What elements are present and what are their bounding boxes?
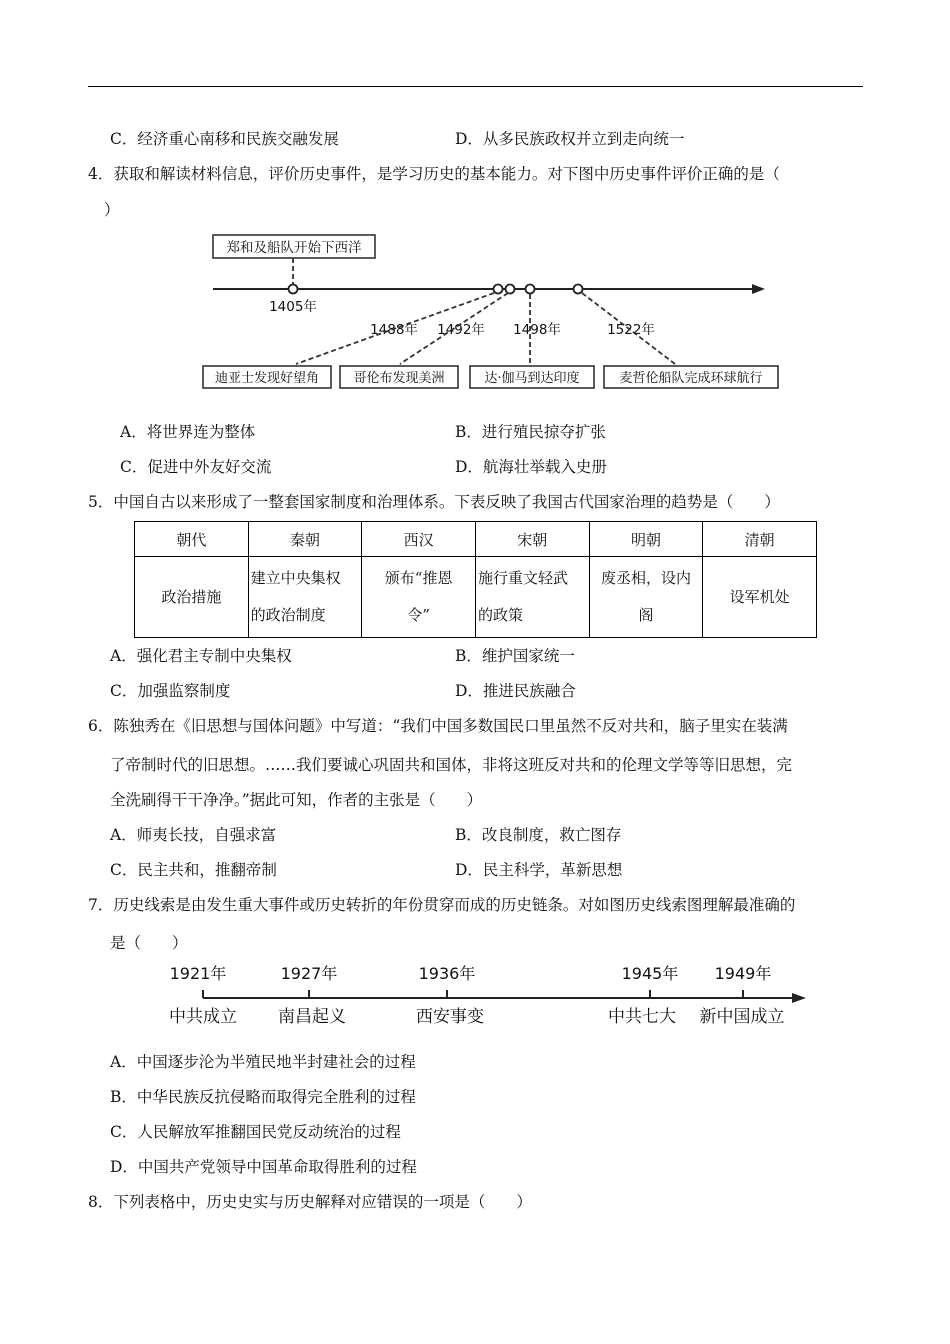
q4-point-1405 — [289, 285, 298, 294]
q5-cell-qing: 设军机处 — [703, 557, 817, 638]
q4-event-3: 达·伽马到达印度 — [484, 371, 580, 386]
q5-th-2: 西汉 — [362, 522, 476, 557]
q4-top-event: 郑和及船队开始下西洋 — [226, 240, 362, 256]
q7-year-1949: 1949年 — [714, 964, 772, 983]
q4-event-4: 麦哲伦船队完成环球航行 — [619, 371, 763, 386]
q7-year-1936: 1936年 — [418, 964, 476, 983]
q7-event-5: 新中国成立 — [699, 1007, 785, 1027]
q5-table — [134, 521, 817, 638]
q4-axis-arrow — [752, 284, 765, 294]
q5-option-d[interactable]: D．推进民族融合 — [455, 682, 576, 700]
q7-event-4: 中共七大 — [608, 1007, 676, 1027]
q4-point-1498 — [526, 285, 535, 294]
q4-point-1492 — [506, 285, 515, 294]
q4-stem-line2: ） — [104, 201, 120, 219]
q6-option-b[interactable]: B．改良制度，救亡图存 — [455, 826, 622, 844]
q4-option-c[interactable]: C．促进中外友好交流 — [120, 458, 272, 476]
q4-point-1488 — [494, 285, 503, 294]
q5-cell-qin: 建立中央集权 的政治制度 — [248, 557, 362, 638]
q3-option-c[interactable]: C．经济重心南移和民族交融发展 — [110, 130, 339, 148]
q7-year-1945: 1945年 — [621, 964, 679, 983]
q4-option-a[interactable]: A．将世界连为整体 — [120, 423, 256, 441]
q5-row-label: 政治措施 — [135, 557, 249, 638]
q7-event-2: 南昌起义 — [278, 1007, 346, 1027]
q7-timeline-diagram — [0, 955, 950, 1035]
q5-table-row — [135, 557, 817, 638]
q7-option-b[interactable]: B．中华民族反抗侵略而取得完全胜利的过程 — [110, 1088, 416, 1106]
q4-option-b[interactable]: B．进行殖民掠夺扩张 — [455, 423, 606, 441]
q5-stem: 5．中国自古以来形成了一整套国家制度和治理体系。下表反映了我国古代国家治理的趋势是（ ） — [88, 493, 780, 511]
q6-option-d[interactable]: D．民主科学，革新思想 — [455, 861, 623, 879]
q5-th-1: 秦朝 — [248, 522, 362, 557]
q6-stem-line1: 6．陈独秀在《旧思想与国体问题》中写道：“我们中国多数国民口里虽然不反对共和，脑子里实在装满 — [88, 717, 788, 735]
q6-option-c[interactable]: C．民主共和，推翻帝制 — [110, 861, 277, 879]
q6-option-a[interactable]: A．师夷长技，自强求富 — [110, 826, 277, 844]
q4-point-1522 — [574, 285, 583, 294]
q5-option-b[interactable]: B．维护国家统一 — [455, 647, 575, 665]
q7-event-3: 西安事变 — [416, 1007, 484, 1027]
q5-option-c[interactable]: C．加强监察制度 — [110, 682, 231, 700]
q5-th-5: 清朝 — [703, 522, 817, 557]
q4-year-1: 1488年 — [370, 322, 418, 338]
q7-year-1927: 1927年 — [280, 964, 338, 983]
q4-option-d[interactable]: D．航海壮举载入史册 — [455, 458, 607, 476]
q7-option-a[interactable]: A．中国逐步沦为半殖民地半封建社会的过程 — [110, 1053, 416, 1071]
q4-event-1: 迪亚士发现好望角 — [214, 371, 320, 386]
q4-year-3: 1498年 — [513, 322, 561, 338]
q4-stem-line1: 4．获取和解读材料信息，评价历史事件，是学习历史的基本能力。对下图中历史事件评价正确的是（ — [88, 165, 780, 183]
q7-option-d[interactable]: D．中国共产党领导中国革命取得胜利的过程 — [110, 1158, 417, 1176]
q5-table-header-row — [135, 522, 817, 557]
q7-option-c[interactable]: C．人民解放军推翻国民党反动统治的过程 — [110, 1123, 401, 1141]
q7-stem-line2: 是（ ） — [110, 934, 188, 952]
q8-stem: 8．下列表格中，历史史实与历史解释对应错误的一项是（ ） — [88, 1193, 532, 1211]
q6-stem-line2: 了帝制时代的旧思想。……我们要诚心巩固共和国体，非将这班反对共和的伦理文学等等旧思想，完 — [110, 756, 793, 774]
q5-option-a[interactable]: A．强化君主专制中央集权 — [110, 647, 292, 665]
q5-th-3: 宋朝 — [475, 522, 589, 557]
q3-option-d[interactable]: D．从多民族政权并立到走向统一 — [455, 130, 685, 148]
q6-stem-line3: 全洗刷得干干净净。”据此可知，作者的主张是（ ） — [110, 791, 483, 809]
q5-cell-ming: 废丞相，设内 阁 — [589, 557, 703, 638]
q4-timeline-diagram — [0, 0, 950, 400]
q4-top-year: 1405年 — [269, 299, 317, 315]
q5-cell-song: 施行重文轻武 的政策 — [475, 557, 589, 638]
q7-event-1: 中共成立 — [169, 1007, 237, 1027]
q5-cell-xihan: 颁布“推恩 令” — [362, 557, 476, 638]
q4-year-4: 1522年 — [607, 322, 655, 338]
q5-th-0: 朝代 — [135, 522, 249, 557]
q4-event-2: 哥伦布发现美洲 — [353, 371, 445, 386]
q4-year-2: 1492年 — [437, 322, 485, 338]
q7-stem-line1: 7．历史线索是由发生重大事件或历史转折的年份贯穿而成的历史链条。对如图历史线索图理解最准确的 — [88, 896, 796, 914]
q5-th-4: 明朝 — [589, 522, 703, 557]
q7-year-1921: 1921年 — [169, 964, 227, 983]
q7-axis-arrow — [792, 993, 806, 1003]
